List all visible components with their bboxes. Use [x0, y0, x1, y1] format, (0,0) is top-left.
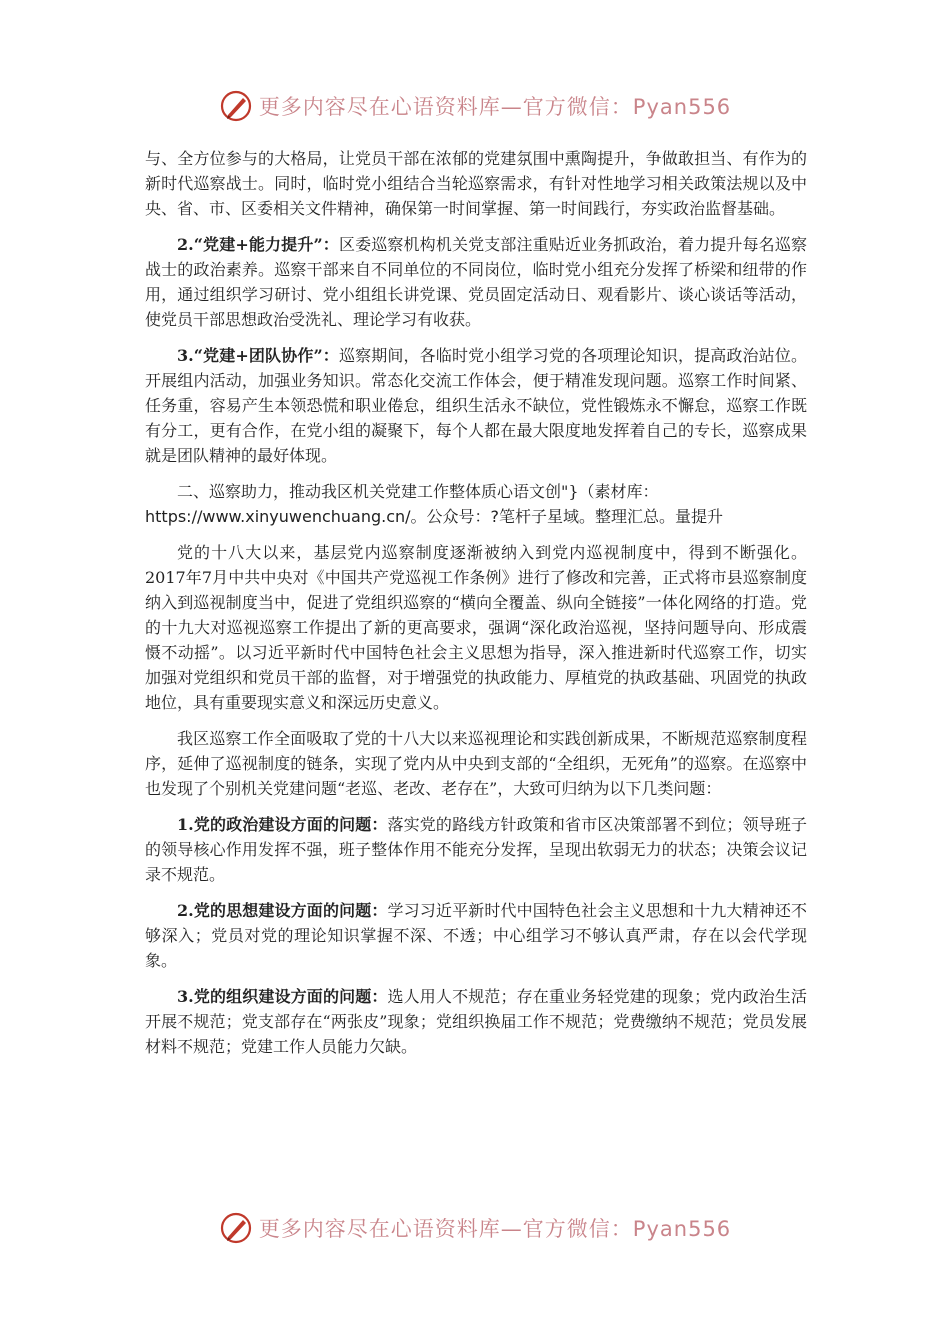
paragraph-1: 与、全方位参与的大格局，让党员干部在浓郁的党建氛围中熏陶提升，争做敢担当、有作为的新时代巡察战士。同时，临时党小组结合当轮巡察需求，有针对性地学习相关政策法规以及中央、省、市、区委相关文件精神，确保第一时间掌握、第一时间践行，夯实政治监督基础。 — [145, 149, 807, 218]
header-banner — [0, 86, 950, 126]
paragraph-heading: 3.党的组织建设方面的问题： — [177, 987, 388, 1006]
source-url-line: https://www.xinyuwenchuang.cn/。公众号：?笔杆子星域。整理汇总。量提升 — [145, 507, 724, 526]
section-heading-2: 二、巡察助力，推动我区机关党建工作整体质心语文创"}（素材库： https://www.xinyuwenchuang.cn/。公众号：?笔杆子星域。整理汇总。量提升 — [145, 482, 724, 526]
header-banner-text: 更多内容尽在心语资料库—官方微信：Pyan556 — [258, 95, 732, 119]
paragraph-heading: 1.党的政治建设方面的问题： — [177, 815, 388, 834]
paragraph-5: 党的十八大以来，基层党内巡察制度逐渐被纳入到党内巡视制度中，得到不断强化。2017年7月中共中央对《中国共产党巡视工作条例》进行了修改和完善，正式将市县巡察制度纳入到巡视制度当中，促进了党组织巡察的“横向全覆盖、纵向全链接”一体化网络的打造。党的十九大对巡视巡察工作提出了新的更高要求，强调“深化政治巡视，坚持问题导向、形成震慑不动摇”。以习近平新时代中国特色社会主义思想为指导，深入推进新时代巡察工作，切实加强对党组织和党员干部的监督，对于增强党的执政能力、厚植党的执政基础、巩固党的执政地位，具有重要现实意义和深远历史意义。 — [145, 543, 807, 712]
paragraph-2: 2.“党建+能力提升”：区委巡察机构机关党支部注重贴近业务抓政治，着力提升每名巡察战士的政治素养。巡察干部来自不同单位的不同岗位，临时党小组充分发挥了桥梁和纽带的作用，通过组织学习研讨、党小组组长讲党课、党员固定活动日、观看影片、谈心谈话等活动，使党员干部思想政治受洗礼、理论学习有收获。 — [145, 235, 807, 329]
paragraph-9: 3.党的组织建设方面的问题：选人用人不规范；存在重业务轻党建的现象；党内政治生活开展不规范；党支部存在“两张皮”现象；党组织换届工作不规范；党费缴纳不规范；党员发展材料不规范；党建工作人员能力欠缺。 — [145, 987, 807, 1056]
paragraph-3: 3.“党建+团队协作”：巡察期间，各临时党小组学习党的各项理论知识，提高政治站位。开展组内活动，加强业务知识。常态化交流工作体会，便于精准发现问题。巡察工作时间紧、任务重，容易产生本领恐慌和职业倦怠，组织生活永不缺位，党性锻炼永不懈怠，巡察工作既有分工，更有合作，在党小组的凝聚下，每个人都在最大限度地发挥着自己的专长，巡察成果就是团队精神的最好体现。 — [145, 346, 807, 465]
paragraph-heading: 2.“党建+能力提升”： — [177, 235, 339, 254]
paragraph-7: 1.党的政治建设方面的问题：落实党的路线方针政策和省市区决策部署不到位；领导班子的领导核心作用发挥不强，班子整体作用不能充分发挥，呈现出软弱无力的状态；决策会议记录不规范。 — [145, 815, 807, 884]
footer-banner — [0, 1208, 950, 1248]
paragraph-8: 2.党的思想建设方面的问题：学习习近平新时代中国特色社会主义思想和十九大精神还不够深入；党员对党的理论知识掌握不深、不透；中心组学习不够认真严肃，存在以会代学现象。 — [145, 901, 807, 970]
paragraph-heading: 2.党的思想建设方面的问题： — [177, 901, 388, 920]
pen-logo-icon — [219, 89, 253, 123]
paragraph-heading: 3.“党建+团队协作”： — [177, 346, 339, 365]
pen-logo-icon — [219, 1211, 253, 1245]
footer-banner-text: 更多内容尽在心语资料库—官方微信：Pyan556 — [258, 1217, 732, 1241]
document-body — [145, 146, 807, 1070]
paragraph-6: 我区巡察工作全面吸取了党的十八大以来巡视理论和实践创新成果，不断规范巡察制度程序，延伸了巡视制度的链条，实现了党内从中央到支部的“全组织，无死角”的巡察。在巡察中也发现了个别机关党建问题“老巡、老改、老存在”，大致可归纳为以下几类问题： — [145, 729, 807, 798]
